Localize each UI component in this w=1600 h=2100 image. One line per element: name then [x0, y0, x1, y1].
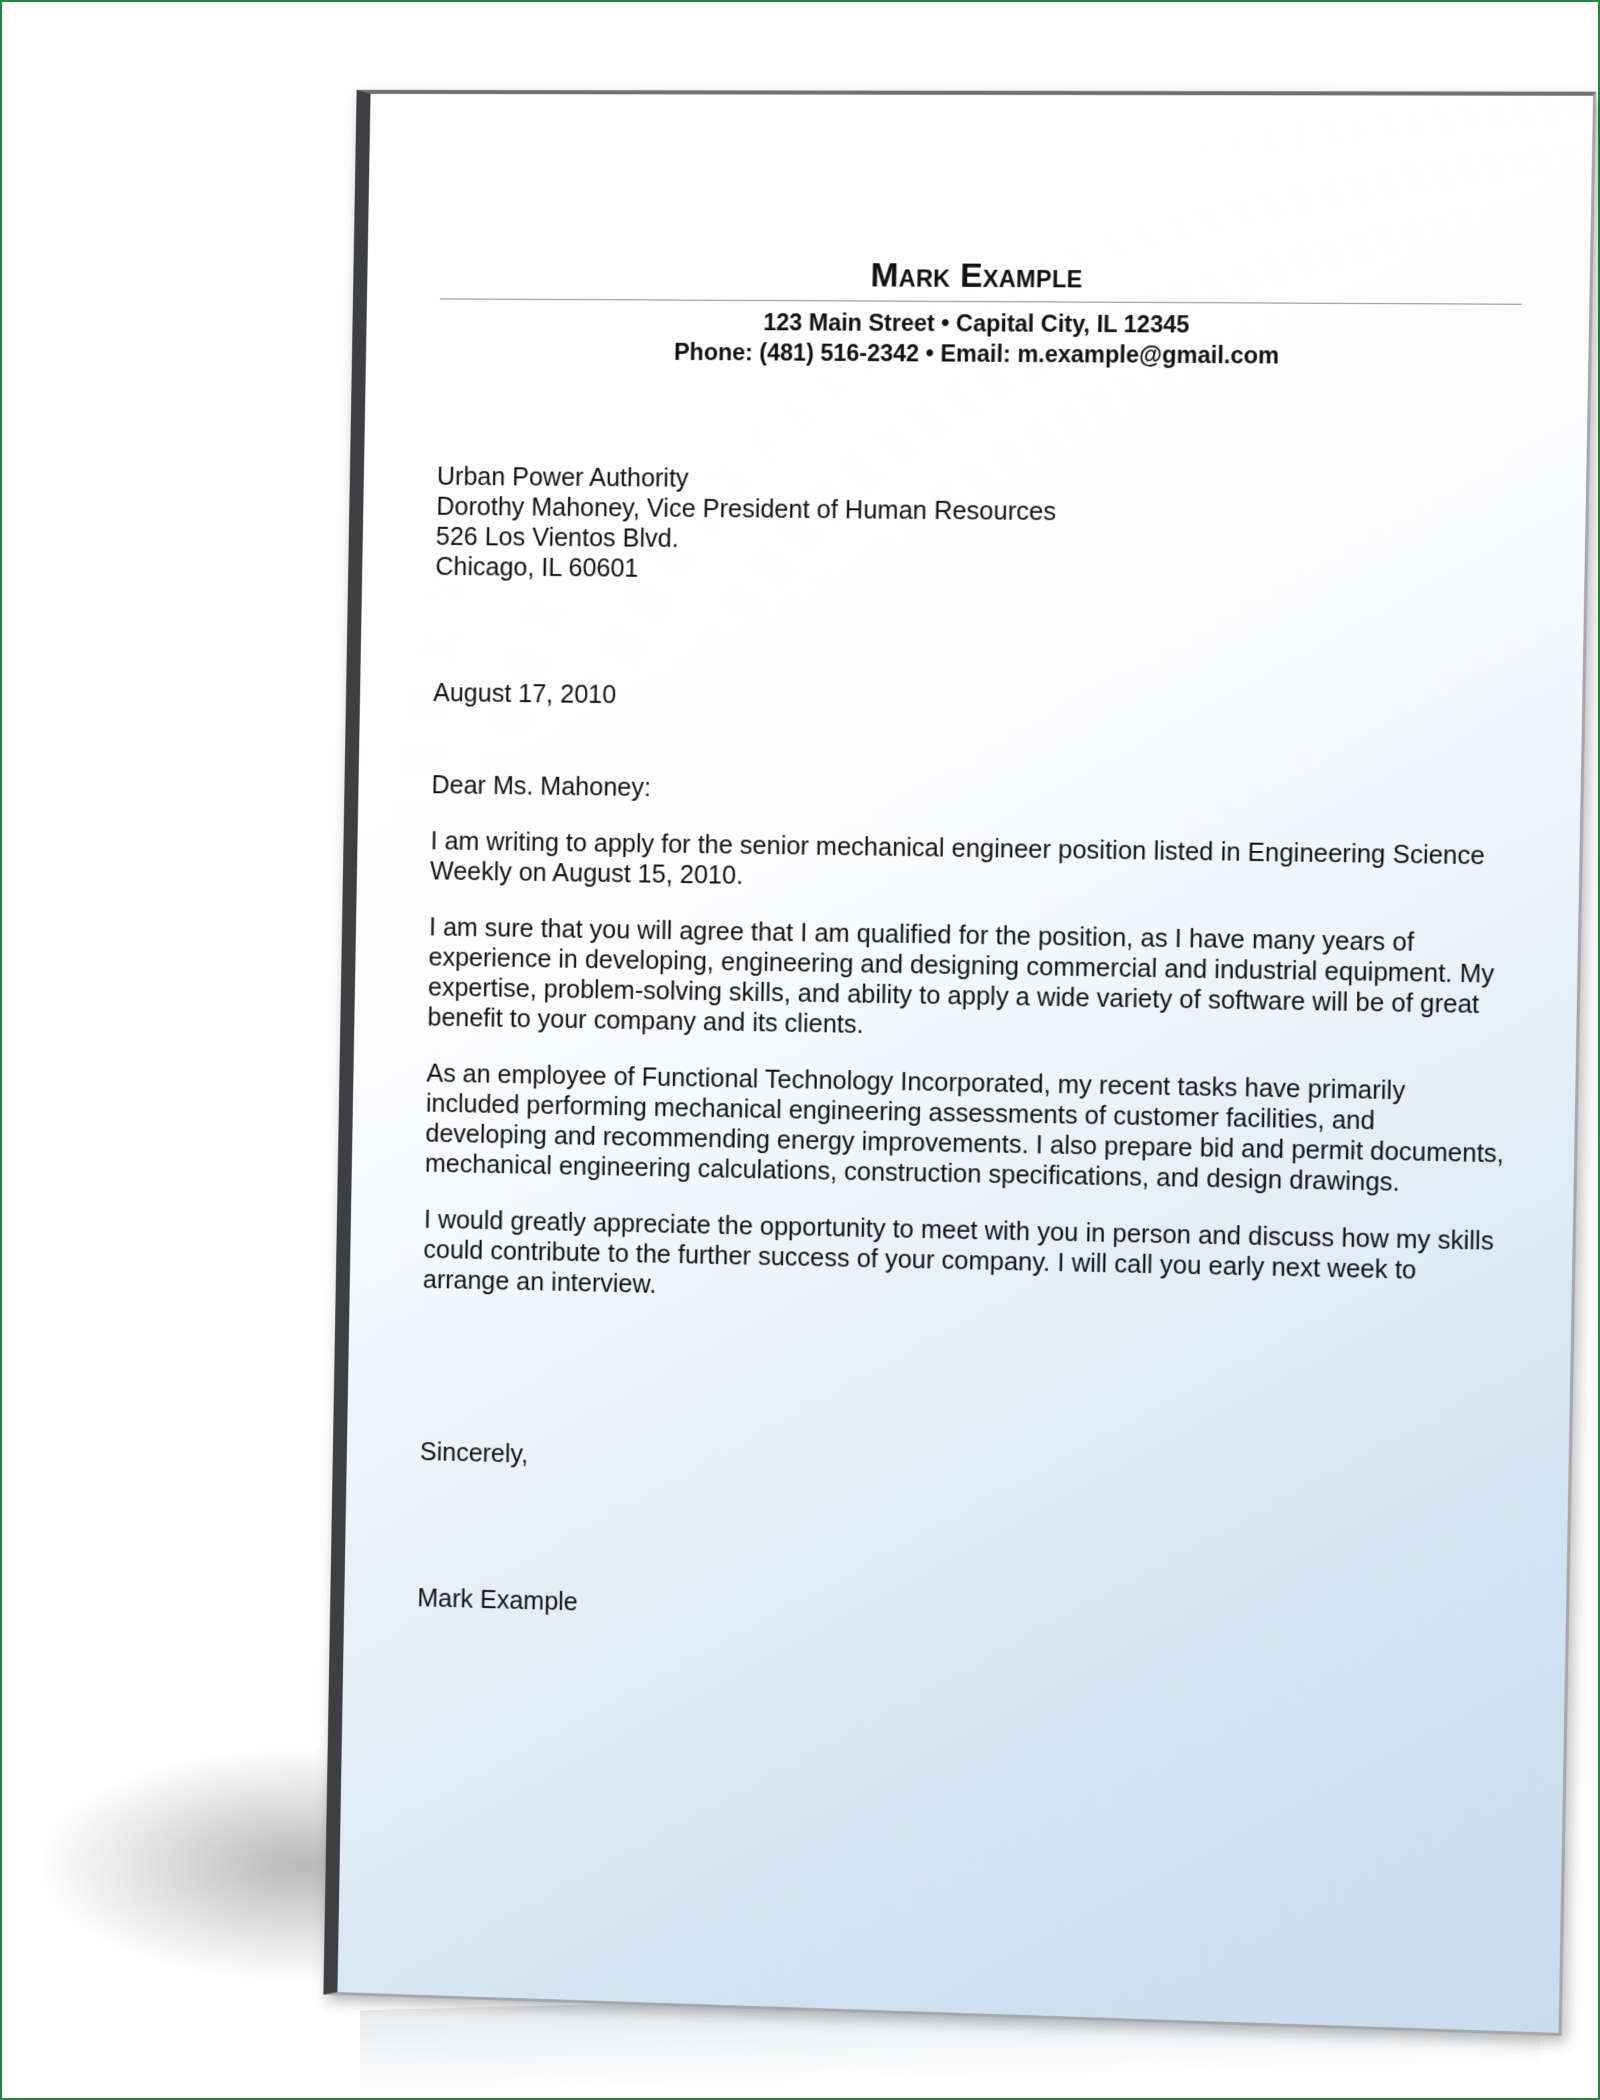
- salutation: Dear Ms. Mahoney:: [431, 771, 652, 803]
- recipient-city: Chicago, IL 60601: [435, 552, 639, 583]
- sender-address: 123 Main Street • Capital City, IL 12345: [763, 309, 1190, 338]
- recipient-street: 526 Los Vientos Blvd.: [435, 522, 680, 554]
- sender-name: Mark Example: [870, 256, 1084, 295]
- closing: Sincerely,: [419, 1437, 529, 1469]
- body-paragraph-1: I am writing to apply for the senior mechanical engineer position listed in Engineering Science Weekly on August 15, 2010.: [429, 827, 1486, 890]
- document-preview: [323, 90, 1596, 2036]
- header-divider: [440, 298, 1522, 304]
- recipient-person: Dorothy Mahoney, Vice President of Human Resources: [436, 492, 1057, 527]
- body-paragraph-2: I am sure that you will agree that I am qualified for the position, as I have many years of experience in developing, engineering and designing commercial and industrial equipment. My expertise, problem-solving skills, and ability to apply a wide variety of software will be of great benefit to your company and its clients.: [427, 913, 1495, 1040]
- letter-content: [417, 254, 1522, 1642]
- sender-contact: Phone: (481) 516-2342 • Email: m.example@gmail.com: [673, 338, 1280, 369]
- letter-date: August 17, 2010: [432, 679, 617, 710]
- page-shadow: [40, 1750, 370, 1980]
- body-paragraph-3: As an employee of Functional Technology Incorporated, my recent tasks have primarily included performing mechanical engineering assessments of customer facilities, and developing and recommending energy improvements. I also prepare bid and permit documents, mechanical engineering calculations, construction specifications, and design drawings.: [424, 1059, 1505, 1197]
- body-paragraph-4: I would greatly appreciate the opportunity to meet with you in person and discuss how my skills could contribute to the further success of your company. I will call you early next week to arrange an interview.: [422, 1205, 1495, 1299]
- letter-page: [323, 90, 1596, 2036]
- recipient-company: Urban Power Authority: [436, 462, 689, 493]
- recipient-block: [435, 462, 1519, 593]
- signature: Mark Example: [417, 1584, 579, 1617]
